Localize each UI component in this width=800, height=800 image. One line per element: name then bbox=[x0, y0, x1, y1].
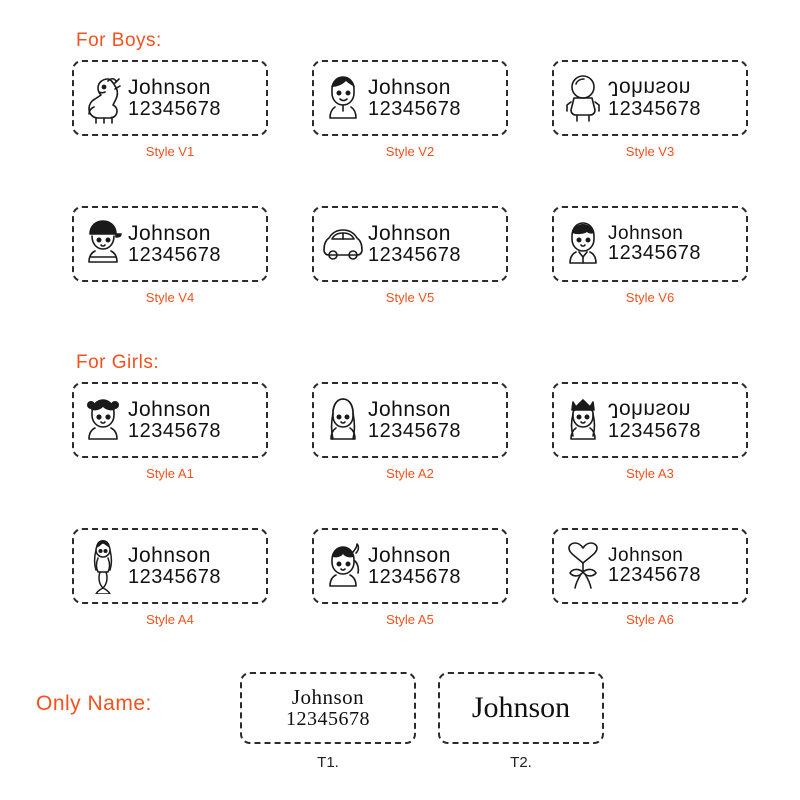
style-caption: Style A4 bbox=[146, 612, 194, 627]
label-option-t2[interactable] bbox=[438, 672, 604, 771]
name-label-card[interactable] bbox=[552, 382, 748, 458]
label-option-a4[interactable] bbox=[72, 528, 268, 627]
boys-row-2 bbox=[72, 206, 748, 305]
label-text bbox=[606, 224, 740, 264]
label-name: Johnson bbox=[608, 223, 684, 245]
label-name: Johnson bbox=[368, 398, 451, 422]
name-label-card[interactable] bbox=[72, 382, 268, 458]
heart-ribbon-icon bbox=[560, 538, 606, 594]
label-number: 12345678 bbox=[128, 565, 221, 588]
label-name: Johnson bbox=[608, 545, 684, 567]
style-caption: Style V3 bbox=[625, 144, 675, 159]
label-number: 12345678 bbox=[368, 419, 461, 442]
name-label-card[interactable] bbox=[72, 206, 268, 282]
style-caption: Style V2 bbox=[385, 144, 435, 159]
girl-bow-icon bbox=[80, 392, 126, 448]
car-icon bbox=[320, 216, 366, 272]
label-text bbox=[606, 546, 740, 586]
style-caption: Style V4 bbox=[145, 290, 195, 305]
label-name: Johnson bbox=[368, 76, 451, 100]
name-label-card[interactable] bbox=[312, 206, 508, 282]
only-name-section-heading: Only Name: bbox=[36, 692, 152, 715]
girl-longhair-icon bbox=[320, 392, 366, 448]
style-caption: Style A2 bbox=[386, 466, 434, 481]
label-name: Johnson bbox=[128, 76, 211, 100]
label-option-a5[interactable] bbox=[312, 528, 508, 627]
label-number: 12345678 bbox=[368, 243, 461, 266]
label-text bbox=[366, 77, 500, 119]
name-label-card[interactable] bbox=[552, 60, 748, 136]
girls-row-1 bbox=[72, 382, 748, 481]
label-option-v6[interactable] bbox=[552, 206, 748, 305]
label-text bbox=[606, 77, 740, 119]
style-caption: Style V1 bbox=[145, 144, 195, 159]
dinosaur-icon bbox=[80, 70, 126, 126]
label-option-v4[interactable] bbox=[72, 206, 268, 305]
label-option-a3[interactable] bbox=[552, 382, 748, 481]
label-option-v5[interactable] bbox=[312, 206, 508, 305]
label-text bbox=[606, 399, 740, 441]
boy-face-icon bbox=[320, 70, 366, 126]
style-caption: Style A3 bbox=[626, 466, 674, 481]
label-name: Johnson bbox=[608, 76, 691, 100]
label-number: 12345678 bbox=[368, 565, 461, 588]
label-name: Johnson bbox=[608, 398, 691, 422]
only-name-row bbox=[240, 672, 604, 771]
girls-section-heading: For Girls: bbox=[76, 352, 160, 373]
label-number: 12345678 bbox=[608, 564, 701, 587]
label-option-a1[interactable] bbox=[72, 382, 268, 481]
label-name: Johnson bbox=[368, 222, 451, 246]
label-text bbox=[366, 545, 500, 587]
astronaut-icon bbox=[560, 70, 606, 126]
mermaid-icon bbox=[80, 538, 126, 594]
label-option-t1[interactable] bbox=[240, 672, 416, 771]
name-label-card[interactable] bbox=[552, 528, 748, 604]
label-text bbox=[126, 399, 260, 441]
boy-scarf-icon bbox=[560, 216, 606, 272]
style-caption: Style V6 bbox=[625, 290, 675, 305]
style-caption: T2. bbox=[510, 754, 532, 771]
boys-section-heading: For Boys: bbox=[76, 30, 162, 51]
boys-row-1 bbox=[72, 60, 748, 159]
label-number: 12345678 bbox=[128, 419, 221, 442]
label-name: Johnson bbox=[128, 398, 211, 422]
boy-cap-icon bbox=[80, 216, 126, 272]
name-label-card[interactable] bbox=[438, 672, 604, 744]
label-text bbox=[366, 223, 500, 265]
style-caption: Style V5 bbox=[385, 290, 435, 305]
name-label-card[interactable] bbox=[552, 206, 748, 282]
label-number: 12345678 bbox=[128, 243, 221, 266]
style-caption: Style A5 bbox=[386, 612, 434, 627]
name-label-card[interactable] bbox=[312, 382, 508, 458]
label-option-v1[interactable] bbox=[72, 60, 268, 159]
name-label-card[interactable] bbox=[240, 672, 416, 744]
label-name: Johnson bbox=[128, 544, 211, 568]
label-number: 12345678 bbox=[608, 97, 701, 120]
label-number: 12345678 bbox=[286, 707, 370, 730]
girl-ponytail-icon bbox=[320, 538, 366, 594]
label-number: 12345678 bbox=[608, 242, 701, 265]
label-name: Johnson bbox=[128, 222, 211, 246]
label-text bbox=[126, 77, 260, 119]
label-option-a2[interactable] bbox=[312, 382, 508, 481]
princess-crown-icon bbox=[560, 392, 606, 448]
style-caption: T1. bbox=[317, 754, 339, 771]
style-caption: Style A6 bbox=[626, 612, 674, 627]
label-number: 12345678 bbox=[128, 97, 221, 120]
name-label-card[interactable] bbox=[312, 60, 508, 136]
label-name: Johnson bbox=[291, 685, 365, 710]
name-label-card[interactable] bbox=[312, 528, 508, 604]
label-text bbox=[366, 399, 500, 441]
label-text bbox=[248, 686, 408, 729]
style-caption: Style A1 bbox=[146, 466, 194, 481]
label-name: Johnson bbox=[471, 691, 571, 724]
label-number: 12345678 bbox=[608, 419, 701, 442]
label-number: 12345678 bbox=[368, 97, 461, 120]
label-text bbox=[126, 223, 260, 265]
label-option-v3[interactable] bbox=[552, 60, 748, 159]
label-option-a6[interactable] bbox=[552, 528, 748, 627]
label-option-v2[interactable] bbox=[312, 60, 508, 159]
label-name: Johnson bbox=[368, 544, 451, 568]
label-text bbox=[126, 545, 260, 587]
name-label-card[interactable] bbox=[72, 528, 268, 604]
name-label-card[interactable] bbox=[72, 60, 268, 136]
girls-row-2 bbox=[72, 528, 748, 627]
